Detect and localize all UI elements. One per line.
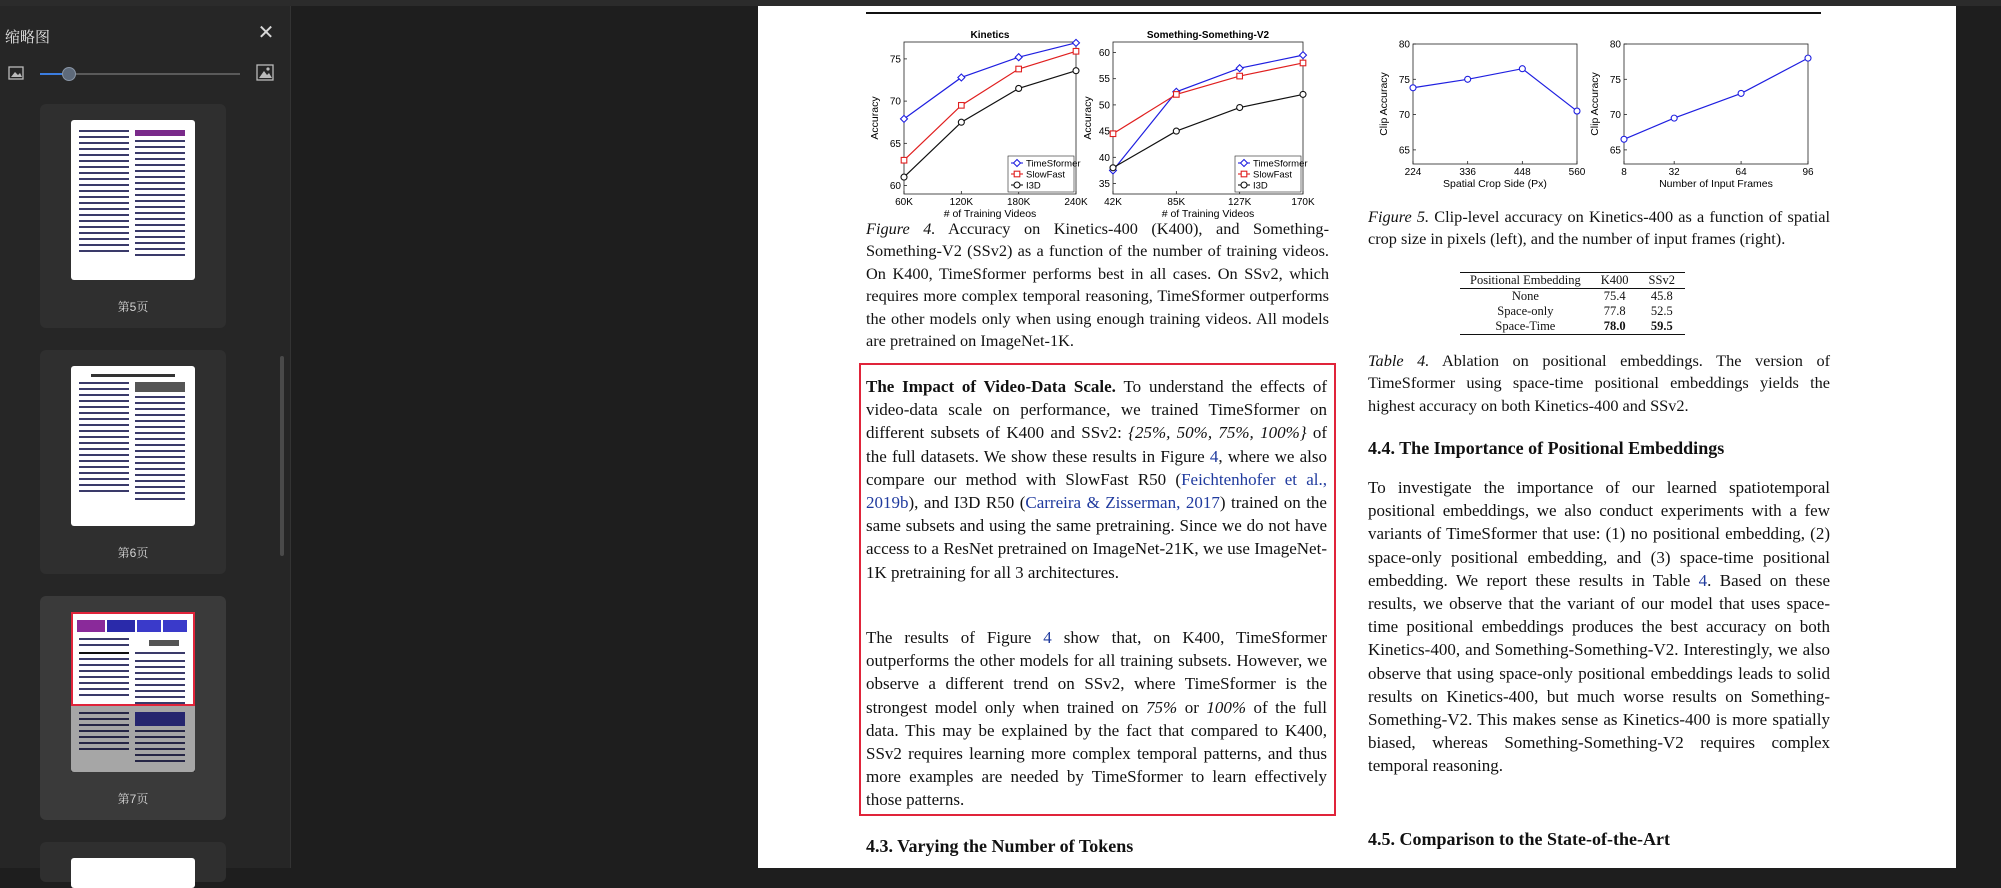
table-cell: Space-Time [1460,319,1591,335]
thumbnail-page-image [71,858,195,888]
table-cell: 78.0 [1591,319,1639,335]
text-span: of the full data. This may be explained by the fact that compared to K400, SSv2 requires learning more complex temporal patterns, and thus more examples are needed by TimeSformer to learn effectively those patterns. [866,697,1328,810]
y-axis-label: Clip Accuracy [1378,72,1390,136]
x-tick-label: 170K [1291,197,1315,208]
table-header-cell: Positional Embedding [1460,273,1591,289]
x-axis-label: Number of Input Frames [1659,178,1773,190]
thumbnail-label: 第7页 [117,792,149,806]
positional-embedding-paragraph [1368,476,1830,778]
table-cell: Space-only [1497,304,1554,318]
data-point [958,119,964,125]
sidebar-title: 缩略图 [5,29,51,46]
figure-link[interactable]: 4 [1043,628,1052,647]
y-tick-label: 80 [1609,39,1621,51]
figure5-caption [1368,206,1830,251]
thumbnail-page-5[interactable] [40,104,226,328]
y-tick-label: 65 [889,138,901,150]
legend-label: I3D [1253,180,1268,192]
table-link[interactable]: 4 [1698,570,1708,590]
thumbnail-page-image [71,366,195,526]
figure4-caption-label: Figure 4. [866,219,936,238]
x-tick-label: 8 [1621,167,1627,178]
table-cell: 75.4 [1603,289,1626,303]
data-point [1621,136,1627,142]
table-row [1460,304,1685,319]
data-point [1073,68,1079,74]
paragraph-title: The Impact of Video-Data Scale. [866,377,1116,396]
section-heading-4-4: 4.4. The Importance of Positional Embeddings [1368,438,1725,458]
figure5-right-chart [1586,26,1816,196]
thumbnail-page-7[interactable] [40,596,226,820]
table-row [1460,319,1685,335]
math-value: 75% [1146,697,1178,717]
plot-frame [1624,44,1808,164]
x-tick-label: 560 [1568,167,1586,178]
y-tick-label: 50 [1098,100,1110,112]
y-tick-label: 75 [889,54,901,66]
data-point [1014,182,1020,188]
table4-caption [1368,350,1830,417]
text-span: To understand the effects of video-data scale on performance, we trained TimeSformer on different subsets of K400 and SSv2: [866,377,1327,443]
thumbnail-label: 第6页 [117,546,149,560]
y-tick-label: 55 [1098,74,1110,86]
legend-label: TimeSformer [1026,158,1081,170]
slider-handle[interactable] [62,67,76,81]
y-axis-label: Accuracy [1082,96,1094,140]
table4-caption-label: Table 4. [1368,351,1430,370]
highlight-annotation-box[interactable] [859,363,1336,816]
table-cell: 45.8 [1650,289,1673,303]
data-point [1241,182,1247,188]
chart-title: Kinetics [970,30,1010,41]
x-tick-label: 32 [1668,167,1680,178]
x-axis-label: # of Training Videos [943,208,1037,220]
thumbnail-sidebar [0,6,291,868]
data-point [1805,55,1811,61]
thumbnail-page-6[interactable] [40,350,226,574]
thumbnail-size-slider[interactable] [40,73,240,75]
citation-link[interactable]: Carreira & Zisserman, 2017 [1025,493,1220,513]
text-span: . Based on these results, we observe that the variant of our model that uses space-time positional embeddings produces the best accuracy on both Kinetics-400, and Something-Something-V2. Interestingly, we also observe that using space-only positional embeddings leads to solid results on Kinetics-400, but much worse results on Something-Something-V2. This makes sense as Kinetics-400 is more spatially biased, whereas Something-Something-V2 requires complex temporal reasoning. [1368,570,1830,776]
chart-title: Something-Something-V2 [1146,30,1270,41]
y-tick-label: 40 [1098,152,1110,164]
y-tick-label: 45 [1098,126,1110,138]
y-tick-label: 70 [1398,110,1410,122]
data-point [1174,92,1180,98]
y-tick-label: 60 [889,181,901,193]
image-large-icon[interactable] [256,64,274,81]
section-heading-4-3: 4.3. Varying the Number of Tokens [866,836,1134,856]
thumbnail-page-8[interactable] [40,842,226,882]
y-axis-label: Clip Accuracy [1589,72,1601,136]
data-point [1016,85,1022,91]
y-tick-label: 80 [1398,39,1410,51]
thumbnail-page-image [71,120,195,280]
figure4-caption-text: Accuracy on Kinetics-400 (K400), and Something-Something-V2 (SSv2) as a function of the number of training videos. On K400, TimeSformer performs best in all cases. On SSv2, which requires more complex temporal reasoning, TimeSformer outperforms the other models only when using enough training videos. All models are pretrained on ImageNet-1K. [866,219,1329,351]
figure4-kinetics-chart [866,26,1088,220]
text-span: ), and I3D R50 ( [908,493,1026,513]
data-point [1410,85,1416,91]
data-point [1110,165,1116,171]
data-point [1465,76,1471,82]
text-span: of the full datasets. We show these results in Figure [866,423,1328,466]
table-row [1460,289,1685,305]
math-value: 100% [1206,697,1247,717]
close-icon[interactable]: ✕ [257,22,275,44]
table-cell: 77.8 [1603,304,1626,318]
data-point [1110,131,1116,137]
y-tick-label: 70 [889,96,901,108]
x-tick-label: 85K [1167,197,1186,208]
data-point [1300,60,1306,66]
table-cell: 59.5 [1639,319,1685,335]
x-tick-label: 336 [1459,167,1477,178]
table-header-row [1460,273,1685,289]
header-rule [866,12,1821,14]
x-axis-label: Spatial Crop Side (Px) [1443,178,1547,190]
data-point [901,157,907,163]
y-tick-label: 75 [1609,74,1621,86]
y-tick-label: 75 [1398,74,1410,86]
data-point [959,103,965,109]
text-span: show that, on K400, TimeSformer outperforms the other models for all training subsets. However, we observe a different trend on SSv2, where TimeSformer is the strongest model only when trained on [866,628,1328,717]
figure5-caption-label: Figure 5. [1368,207,1430,226]
table-cell: None [1511,289,1539,303]
x-tick-label: 127K [1227,197,1252,208]
figure5-caption-text: Clip-level accuracy on Kinetics-400 as a function of spatial crop size in pixels (left), and the number of input frames (right). [1368,207,1831,249]
x-tick-label: 180K [1006,197,1031,208]
y-tick-label: 65 [1609,145,1621,157]
x-tick-label: 42K [1104,197,1122,208]
plot-frame [1413,44,1577,164]
figure5-left-chart [1373,26,1585,196]
y-tick-label: 70 [1609,110,1621,122]
data-point [901,174,907,180]
math-set: {25%, 50%, 75%, 100%} [1128,423,1307,443]
thumbnail-viewport-indicator[interactable] [71,612,195,706]
data-point [1671,115,1677,121]
legend-label: TimeSformer [1253,158,1308,170]
section-heading-4-5: 4.5. Comparison to the State-of-the-Art [1368,829,1670,849]
data-point [1300,91,1306,97]
x-tick-label: 448 [1513,167,1531,178]
table-header-cell: SSv2 [1639,273,1685,289]
x-tick-label: 120K [949,197,974,208]
thumbnail-page-image [71,612,195,772]
figure4-ssv2-chart [1082,26,1315,220]
x-tick-label: 224 [1404,167,1422,178]
table4-caption-text: Ablation on positional embeddings. The version of TimeSformer using space-time positional embeddings yields the highest accuracy on both Kinetics-400 and SSv2. [1368,351,1831,415]
table-cell: 52.5 [1650,304,1673,318]
thumbnail-label: 第5页 [117,300,149,314]
data-point [1241,171,1247,177]
x-tick-label: 60K [895,197,913,208]
y-axis-label: Accuracy [869,96,881,140]
figure-link[interactable]: 4 [1209,446,1219,466]
x-tick-label: 64 [1735,167,1747,178]
data-point [1237,105,1243,111]
data-point [1237,73,1243,79]
x-axis-label: # of Training Videos [1161,208,1255,220]
data-point [1173,128,1179,134]
sidebar-scrollbar[interactable] [280,356,284,556]
text-span: ) trained on the same subsets and using the same pretraining. Since we do not have access to a ResNet pretrained on ImageNet-21K, we use ImageNet-1K pretraining for all 3 architectures. [866,493,1327,582]
y-tick-label: 60 [1098,47,1110,59]
data-point [1016,66,1022,72]
data-point [1738,90,1744,96]
x-tick-label: 96 [1802,167,1814,178]
legend-label: SlowFast [1253,169,1293,181]
legend-label: I3D [1026,180,1041,192]
y-tick-label: 35 [1098,179,1110,191]
citation-link[interactable]: Feichtenhofer et al., 2019b [866,469,1327,513]
table4 [1460,272,1685,335]
image-small-icon[interactable] [8,66,24,80]
data-point [1519,66,1525,72]
legend-label: SlowFast [1026,169,1066,181]
text-span: The results of Figure [866,628,1032,647]
data-point [1073,48,1079,54]
y-tick-label: 65 [1398,145,1410,157]
table-header-cell: K400 [1591,273,1639,289]
data-point [1014,171,1020,177]
data-point [1574,108,1580,114]
figure4-caption [866,218,1329,352]
x-tick-label: 240K [1064,197,1088,208]
thumbnail-dim-overlay [71,706,195,772]
text-span: To investigate the importance of our learned spatiotemporal positional embeddings, we also conduct experiments with a few variants of TimeSformer that use: (1) no positional embedding, (2) space-only positional embedding, and (3) space-time positional embedding. We report these results in Table [1368,478,1830,590]
text-span: , where we also compare our method with SlowFast R50 ( [866,446,1327,489]
text-span: or [1184,697,1199,717]
